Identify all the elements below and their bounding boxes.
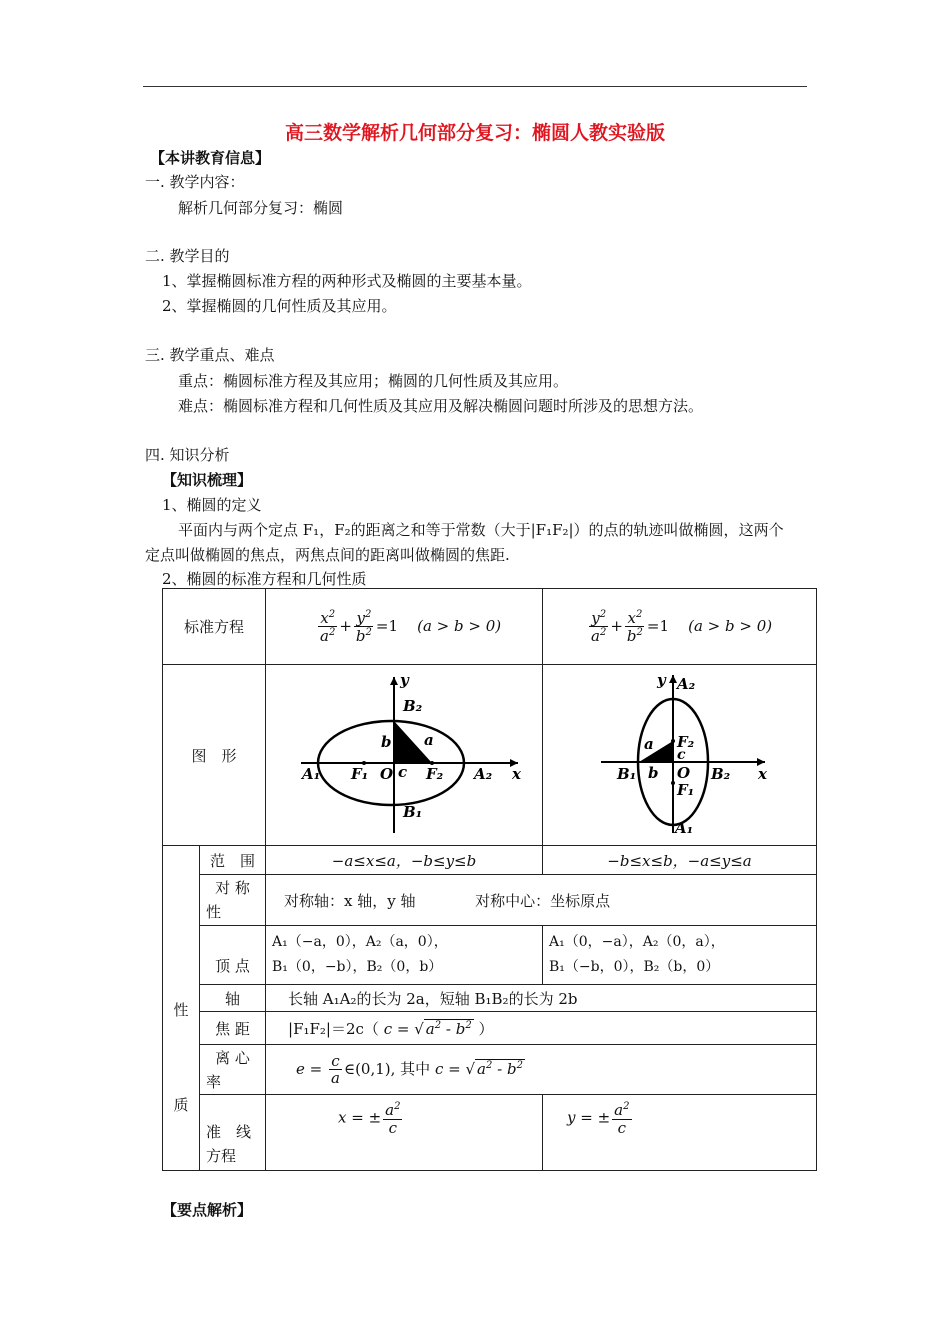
- s4-heading: 四. 知识分析: [145, 446, 230, 464]
- fig-vertical-ellipse: [543, 665, 817, 846]
- axis-label: 轴: [200, 985, 266, 1012]
- footer-header: 【要点解析】: [162, 1201, 253, 1219]
- fig-horizontal-ellipse: [266, 665, 543, 846]
- range-label: 范 围: [200, 846, 266, 875]
- fig2-label-b: b: [648, 764, 659, 782]
- def-title: 1、椭圆的定义: [162, 496, 262, 514]
- fig2-label-B2: B₂: [711, 765, 731, 783]
- s4-sub: 【知识梳理】: [162, 471, 253, 489]
- fig1-label-b: b: [381, 733, 392, 751]
- fig1-label-F2: F₂: [426, 765, 444, 783]
- fig2-label-a: a: [644, 735, 654, 753]
- s2-item-1: 1、掌握椭圆标准方程的两种形式及椭圆的主要基本量。: [162, 272, 532, 290]
- fig1-label-a: a: [424, 731, 434, 749]
- focal-text: |F₁F₂|＝2c（ c = √ $a^2 - b^2$ ）: [266, 1012, 817, 1045]
- ecc-label: 离 心 率: [200, 1045, 266, 1095]
- dir-2: y = ± $\frac{a^2}{c}$: [543, 1095, 817, 1171]
- focal-label: 焦 距: [200, 1012, 266, 1045]
- fig2-label-F1: F₁: [677, 781, 695, 799]
- axis-text: 长轴 A₁A₂的长为 2a，短轴 B₁B₂的长为 2b: [266, 985, 817, 1012]
- fig1-label-A2: A₂: [474, 765, 493, 783]
- std-eq-1: $\frac{x^2}{a^2}$ + $\frac{y^2}{b^2}$ =1 (a > b > 0): [266, 589, 543, 665]
- s2-heading: 二. 教学目的: [145, 247, 230, 265]
- s3-key: 重点：椭圆标准方程及其应用；椭圆的几何性质及其应用。: [178, 372, 569, 390]
- fig2-label-y: y: [657, 671, 666, 689]
- prop-label-1: 性: [173, 1001, 189, 1019]
- def-line-1: 平面内与两个定点 F₁，F₂的距离之和等于常数（大于|F₁F₂|）的点的轨迹叫做椭圆，这两个: [178, 521, 784, 539]
- range-2: −b≤x≤b，−a≤y≤a: [543, 846, 817, 875]
- vertex-label: 顶 点: [200, 926, 266, 985]
- dir-1: x = ± $\frac{a^2}{c}$: [266, 1095, 543, 1171]
- row-std-label: 标准方程: [163, 589, 266, 665]
- sym-label: 对 称 性: [200, 875, 266, 926]
- vertex-1: A₁（−a，0），A₂（a，0）， B₁（0，−b），B₂（0，b）: [266, 926, 543, 985]
- section-header: 【本讲教育信息】: [150, 149, 271, 167]
- top-rule: [143, 86, 807, 87]
- def-line-2: 定点叫做椭圆的焦点，两焦点间的距离叫做椭圆的焦距.: [145, 546, 510, 564]
- s1-heading: 一. 教学内容：: [145, 173, 245, 191]
- fig2-label-c: c: [677, 747, 686, 763]
- fig1-label-B2: B₂: [403, 697, 423, 715]
- sym-center: 对称中心：坐标原点: [475, 891, 611, 910]
- prop-side-label: [163, 846, 200, 1171]
- fig1-label-x: x: [512, 765, 521, 783]
- page-title: 高三数学解析几何部分复习：椭圆人教实验版: [284, 122, 665, 144]
- fig1-label-A1: A₁: [302, 765, 321, 783]
- fig2-label-A2: A₂: [677, 675, 696, 693]
- fig2-label-x: x: [758, 765, 767, 783]
- sym-row: [266, 875, 817, 926]
- ecc-text: e = $\frac{c}{a}$ ∈(0,1), 其中 c = √ $a^2 - b^2$: [266, 1045, 817, 1095]
- fig2-label-B1: B₁: [617, 765, 637, 783]
- fig1-label-y: y: [400, 671, 409, 689]
- prop-label-2: 质: [173, 1096, 189, 1114]
- fig1-label-O: O: [380, 765, 394, 783]
- row-fig-label: 图 形: [163, 665, 266, 846]
- fig2-label-A1: A₁: [675, 819, 694, 837]
- fig1-label-c: c: [398, 763, 408, 781]
- range-1: −a≤x≤a，−b≤y≤b: [266, 846, 543, 875]
- fig1-label-B1: B₁: [403, 803, 423, 821]
- fig2-label-O: O: [677, 764, 691, 782]
- fig1-label-F1: F₁: [351, 765, 369, 783]
- s1-content: 解析几何部分复习：椭圆: [178, 199, 344, 217]
- s3-heading: 三. 教学重点、难点: [145, 346, 275, 364]
- ellipse-properties-table: [162, 588, 817, 1171]
- std-eq-2: $\frac{y^2}{a^2}$ + $\frac{x^2}{b^2}$ =1 (a > b > 0): [543, 589, 817, 665]
- s3-difficult: 难点：椭圆标准方程和几何性质及其应用及解决椭圆问题时所涉及的思想方法。: [178, 397, 704, 415]
- std-title: 2、椭圆的标准方程和几何性质: [162, 570, 367, 588]
- fig2-label-F2: F₂: [677, 733, 695, 751]
- sym-axis: 对称轴：x 轴，y 轴: [284, 891, 416, 910]
- vertex-2: A₁（0，−a），A₂（0，a）， B₁（−b，0），B₂（b，0）: [543, 926, 817, 985]
- s2-item-2: 2、掌握椭圆的几何性质及其应用。: [162, 297, 397, 315]
- dir-label: 准 线 方程: [200, 1095, 266, 1171]
